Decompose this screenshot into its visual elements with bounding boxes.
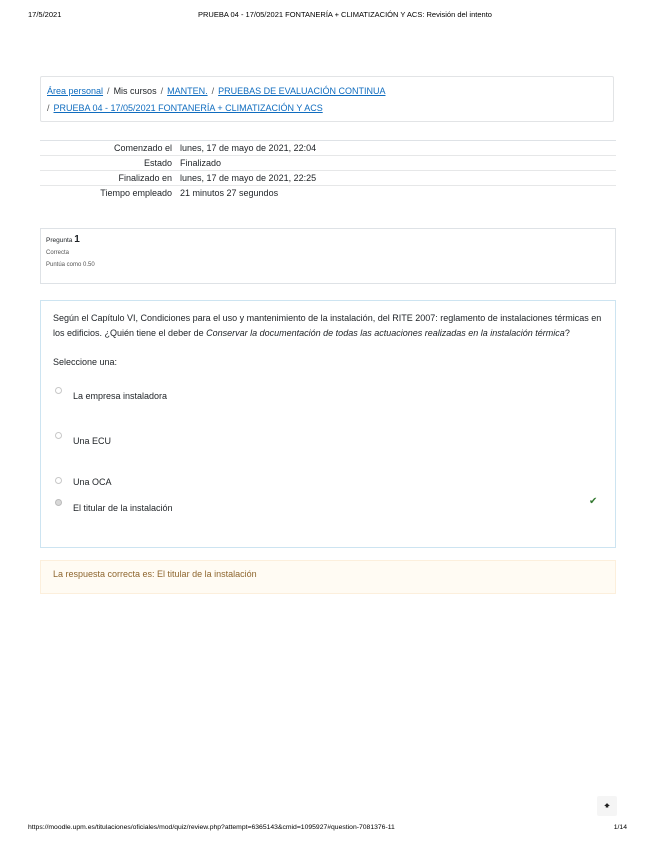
table-row — [40, 156, 616, 171]
attempt-summary-table — [40, 140, 616, 200]
radio-button[interactable] — [55, 432, 62, 439]
table-row — [40, 171, 616, 186]
table-row — [40, 141, 616, 156]
question-text — [53, 311, 603, 341]
print-header — [28, 10, 627, 24]
breadcrumb-mis-cursos: Mis cursos — [113, 86, 157, 96]
answer-prompt: Seleccione una: — [53, 357, 118, 367]
answer-option-label: Una OCA — [73, 477, 112, 487]
question-number-value: 1 — [74, 234, 80, 245]
answer-option-label: El titular de la instalación — [73, 503, 173, 513]
question-grade: Puntúa como 0.50 — [46, 262, 95, 268]
breadcrumb-separator: / — [211, 86, 215, 96]
breadcrumb-manten[interactable]: MANTEN. — [167, 86, 208, 96]
question-state: Correcta — [46, 250, 70, 256]
print-footer — [28, 824, 627, 836]
breadcrumb-separator: / — [107, 86, 110, 96]
breadcrumb-pruebas[interactable]: PRUEBAS DE EVALUACIÓN CONTINUA — [218, 86, 386, 96]
breadcrumb-separator: / — [47, 103, 50, 113]
summary-value: lunes, 17 de mayo de 2021, 22:25 — [176, 171, 616, 186]
breadcrumb-area-personal[interactable]: Área personal — [47, 86, 104, 96]
print-page-number: 1/14 — [613, 824, 627, 831]
question-number — [46, 234, 610, 247]
answer-option-label: Una ECU — [73, 436, 112, 446]
radio-button[interactable] — [55, 477, 62, 484]
question-label: Pregunta — [46, 237, 73, 244]
question-info — [40, 228, 616, 284]
summary-value: Finalizado — [176, 156, 616, 171]
question-text-end: ? — [564, 328, 570, 338]
summary-value: 21 minutos 27 segundos — [176, 186, 616, 201]
summary-key: Finalizado en — [40, 171, 176, 186]
summary-key: Tiempo empleado — [40, 186, 176, 201]
summary-key: Estado — [40, 156, 176, 171]
radio-button[interactable] — [55, 387, 62, 394]
breadcrumb — [40, 76, 614, 122]
print-date: 17/5/2021 — [28, 10, 62, 19]
print-title: PRUEBA 04 - 17/05/2021 FONTANERÍA + CLIMATIZACIÓN Y ACS: Revisión del intento — [198, 10, 492, 19]
breadcrumb-separator: / — [160, 86, 164, 96]
arrow-up-icon[interactable]: 🠹 — [597, 796, 617, 816]
question-text-plain: Según el Capítulo VI, Condiciones para el uso y mantenimiento de la instalación, del RITE 2007: reglamento de instalaciones térmicas en los edificios. ¿Quién tiene el deber de — [53, 313, 602, 338]
print-url: https://moodle.upm.es/titulaciones/oficiales/mod/quiz/review.php?attempt=6365143&cmid=1095927#question-7081376-11 — [28, 824, 395, 831]
breadcrumb-prueba[interactable]: PRUEBA 04 - 17/05/2021 FONTANERÍA + CLIMATIZACIÓN Y ACS — [53, 103, 323, 113]
answer-option-label: La empresa instaladora — [73, 391, 168, 401]
summary-key: Comenzado el — [40, 141, 176, 156]
check-icon: ✔ — [589, 496, 598, 507]
question-formulation — [40, 300, 616, 548]
correct-answer-feedback: La respuesta correcta es: El titular de la instalación — [40, 560, 616, 594]
radio-button-checked[interactable] — [55, 499, 62, 506]
table-row — [40, 186, 616, 201]
question-text-emphasis: Conservar la documentación de todas las actuaciones realizadas en la instalación térmica — [206, 328, 565, 338]
summary-value: lunes, 17 de mayo de 2021, 22:04 — [176, 141, 616, 156]
